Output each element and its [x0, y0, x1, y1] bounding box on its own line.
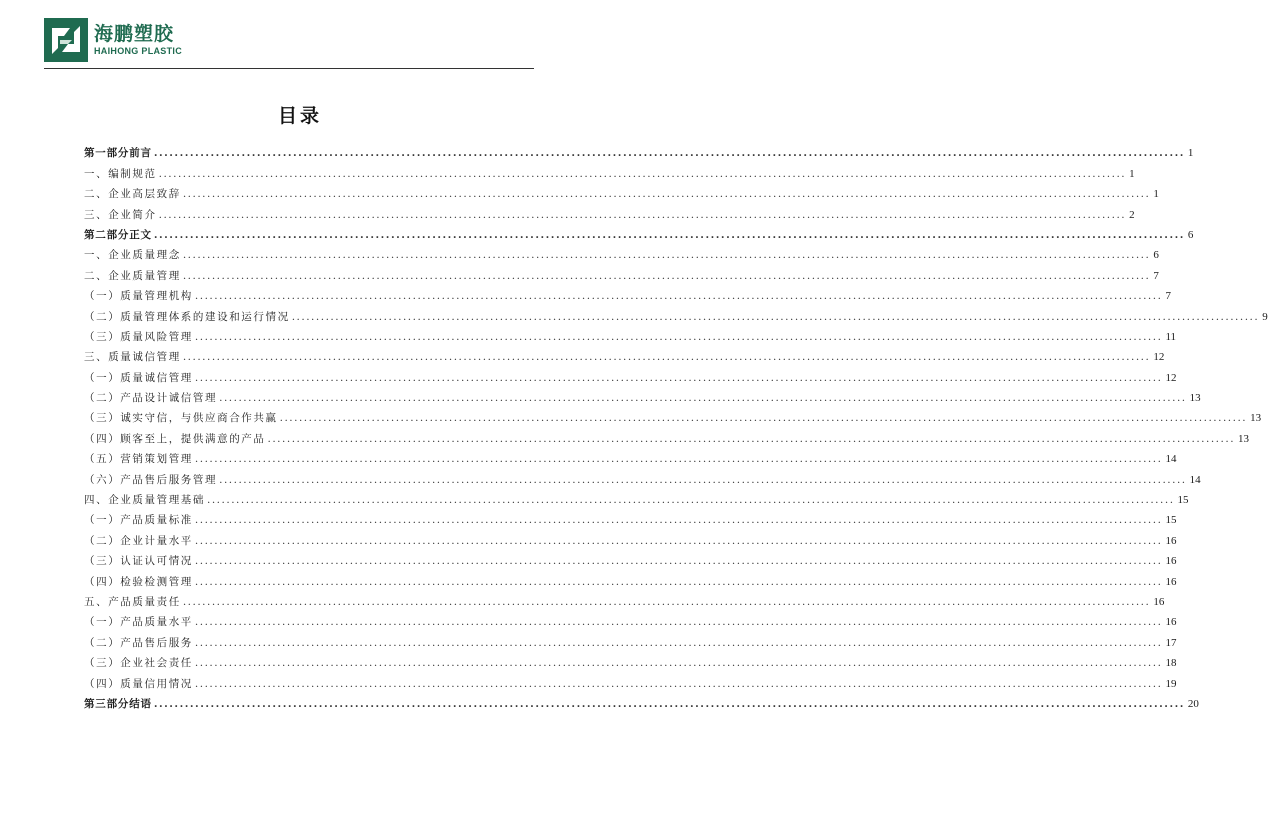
- page-title: 目录: [277, 105, 322, 127]
- toc-dot-leader: ........................................................................................................................................................................................................: [219, 473, 1187, 486]
- toc-dot-leader: ........................................................................................................................................................................................................: [153, 147, 1185, 160]
- toc-page-number: 17: [1165, 636, 1177, 649]
- toc-entry[interactable]: [84, 589, 1165, 609]
- toc-entry-label: （三）认证认可情况: [84, 555, 193, 568]
- toc-dot-leader: ........................................................................................................................................................................................................: [194, 371, 1163, 384]
- toc-entry[interactable]: [84, 548, 1177, 568]
- toc-dot-leader: ........................................................................................................................................................................................................: [182, 351, 1151, 364]
- toc-page-number: 16: [1165, 534, 1177, 547]
- toc-entry-label: （一）质量诚信管理: [84, 371, 193, 384]
- toc-page-number: 15: [1165, 514, 1177, 527]
- toc-dot-leader: ........................................................................................................................................................................................................: [182, 269, 1151, 282]
- toc-dot-leader: ........................................................................................................................................................................................................: [194, 677, 1163, 690]
- toc-entry[interactable]: [84, 466, 1201, 486]
- toc-dot-leader: ........................................................................................................................................................................................................: [158, 167, 1127, 180]
- toc-dot-leader: ........................................................................................................................................................................................................: [182, 188, 1151, 201]
- toc-page-number: 19: [1165, 677, 1177, 690]
- toc-page-number: 7: [1165, 290, 1171, 303]
- toc-entry[interactable]: [84, 405, 1262, 425]
- toc-entry-label: 第一部分前言: [84, 147, 152, 160]
- toc-entry[interactable]: [84, 303, 1268, 323]
- toc-entry-label: （四）质量信用情况: [84, 677, 193, 690]
- toc-entry[interactable]: [84, 629, 1177, 649]
- toc-page-number: 20: [1187, 697, 1199, 710]
- toc-dot-leader: ........................................................................................................................................................................................................: [279, 412, 1248, 425]
- haihong-logo-icon: [44, 18, 88, 62]
- toc-entry-label: 一、企业质量理念: [84, 249, 181, 262]
- toc-page-number: 12: [1153, 351, 1165, 364]
- toc-page-number: 14: [1189, 473, 1201, 486]
- toc-entry[interactable]: [84, 568, 1177, 588]
- toc-entry-label: 三、质量诚信管理: [84, 351, 181, 364]
- toc-entry[interactable]: [84, 507, 1177, 527]
- toc-entry-label: （五）营销策划管理: [84, 453, 193, 466]
- toc-entry-label: （二）产品售后服务: [84, 636, 193, 649]
- toc-entry-label: 二、企业质量管理: [84, 269, 181, 282]
- toc-entry-label: 二、企业高层致辞: [84, 188, 181, 201]
- toc-entry[interactable]: [84, 364, 1177, 384]
- toc-dot-leader: ........................................................................................................................................................................................................: [182, 249, 1151, 262]
- toc-entry[interactable]: [84, 283, 1171, 303]
- toc-dot-leader: ........................................................................................................................................................................................................: [194, 290, 1163, 303]
- toc-page-number: 7: [1153, 269, 1159, 282]
- toc-dot-leader: ........................................................................................................................................................................................................: [194, 555, 1163, 568]
- brand-wordmark: [94, 23, 182, 57]
- toc-entry[interactable]: [84, 609, 1177, 629]
- toc-entry[interactable]: [84, 324, 1177, 344]
- toc-entry-label: （二）企业计量水平: [84, 534, 193, 547]
- toc-page-number: 16: [1165, 575, 1177, 588]
- toc-page-number: 1: [1153, 188, 1159, 201]
- toc-entry-label: （三）企业社会责任: [84, 657, 193, 670]
- toc-entry[interactable]: [84, 425, 1250, 445]
- toc-entry-label: （四）检验检测管理: [84, 575, 193, 588]
- toc-page-number: 6: [1153, 249, 1159, 262]
- toc-entry-label: 三、企业简介: [84, 208, 157, 221]
- toc-entry-label: （六）产品售后服务管理: [84, 473, 218, 486]
- toc-dot-leader: ........................................................................................................................................................................................................: [153, 697, 1185, 710]
- brand-name-en: HAIHONG PLASTIC: [94, 46, 183, 56]
- toc-dot-leader: ........................................................................................................................................................................................................: [194, 453, 1163, 466]
- toc-entry[interactable]: [84, 446, 1177, 466]
- toc-entry-label: （三）诚实守信，与供应商合作共赢: [84, 412, 278, 425]
- toc-section-heading[interactable]: [84, 222, 1194, 242]
- toc-entry-label: 第三部分结语: [84, 697, 152, 710]
- toc-page-number: 13: [1189, 392, 1201, 405]
- toc-page-number: 13: [1238, 432, 1250, 445]
- toc-dot-leader: ........................................................................................................................................................................................................: [194, 657, 1163, 670]
- toc-entry[interactable]: [84, 650, 1177, 670]
- page-header: [44, 16, 182, 64]
- toc-entry-label: （二）质量管理体系的建设和运行情况: [84, 310, 290, 323]
- toc-entry[interactable]: [84, 242, 1159, 262]
- toc-dot-leader: ........................................................................................................................................................................................................: [194, 636, 1163, 649]
- toc-dot-leader: ........................................................................................................................................................................................................: [194, 616, 1163, 629]
- toc-page-number: 16: [1165, 616, 1177, 629]
- toc-page-number: 6: [1187, 228, 1194, 241]
- toc-entry-label: （一）产品质量标准: [84, 514, 193, 527]
- toc-page-number: 9: [1262, 310, 1268, 323]
- toc-entry-label: （四）顾客至上，提供满意的产品: [84, 432, 266, 445]
- toc-dot-leader: ........................................................................................................................................................................................................: [153, 228, 1185, 241]
- toc-entry-label: 第二部分正文: [84, 228, 152, 241]
- toc-page-number: 18: [1165, 657, 1177, 670]
- toc-entry[interactable]: [84, 181, 1159, 201]
- toc-dot-leader: ........................................................................................................................................................................................................: [219, 392, 1187, 405]
- toc-dot-leader: ........................................................................................................................................................................................................: [207, 494, 1175, 507]
- toc-dot-leader: ........................................................................................................................................................................................................: [267, 432, 1236, 445]
- toc-entry[interactable]: [84, 527, 1177, 547]
- table-of-contents: [84, 140, 1268, 711]
- toc-page-number: 1: [1187, 147, 1194, 160]
- toc-entry[interactable]: [84, 385, 1201, 405]
- toc-entry-label: 四、企业质量管理基础: [84, 494, 205, 507]
- toc-dot-leader: ........................................................................................................................................................................................................: [194, 534, 1163, 547]
- toc-entry[interactable]: [84, 344, 1165, 364]
- toc-dot-leader: ........................................................................................................................................................................................................: [291, 310, 1260, 323]
- toc-page-number: 15: [1177, 494, 1189, 507]
- toc-entry-label: 一、编制规范: [84, 167, 157, 180]
- toc-page-number: 12: [1165, 371, 1177, 384]
- toc-section-heading[interactable]: [84, 140, 1194, 160]
- toc-page-number: 14: [1165, 453, 1177, 466]
- toc-page-number: 2: [1129, 208, 1135, 221]
- toc-entry-label: （一）质量管理机构: [84, 290, 193, 303]
- toc-entry-label: （三）质量风险管理: [84, 330, 193, 343]
- toc-page-number: 11: [1165, 330, 1177, 343]
- toc-entry[interactable]: [84, 160, 1135, 180]
- toc-entry[interactable]: [84, 670, 1177, 690]
- toc-dot-leader: ........................................................................................................................................................................................................: [194, 330, 1163, 343]
- toc-dot-leader: ........................................................................................................................................................................................................: [158, 208, 1127, 221]
- header-divider: [44, 68, 534, 69]
- toc-page-number: 13: [1250, 412, 1262, 425]
- toc-entry[interactable]: [84, 201, 1135, 221]
- toc-dot-leader: ........................................................................................................................................................................................................: [194, 514, 1163, 527]
- toc-section-heading[interactable]: [84, 691, 1199, 711]
- toc-dot-leader: ........................................................................................................................................................................................................: [194, 575, 1163, 588]
- toc-entry[interactable]: [84, 487, 1189, 507]
- toc-dot-leader: ........................................................................................................................................................................................................: [182, 595, 1151, 608]
- toc-page-number: 1: [1129, 167, 1135, 180]
- toc-entry-label: （一）产品质量水平: [84, 616, 193, 629]
- toc-entry[interactable]: [84, 262, 1159, 282]
- toc-entry-label: 五、产品质量责任: [84, 595, 181, 608]
- toc-page-number: 16: [1153, 595, 1165, 608]
- toc-entry-label: （二）产品设计诚信管理: [84, 392, 218, 405]
- brand-name-cn: 海鹏塑胶: [94, 23, 175, 45]
- toc-page-number: 16: [1165, 555, 1177, 568]
